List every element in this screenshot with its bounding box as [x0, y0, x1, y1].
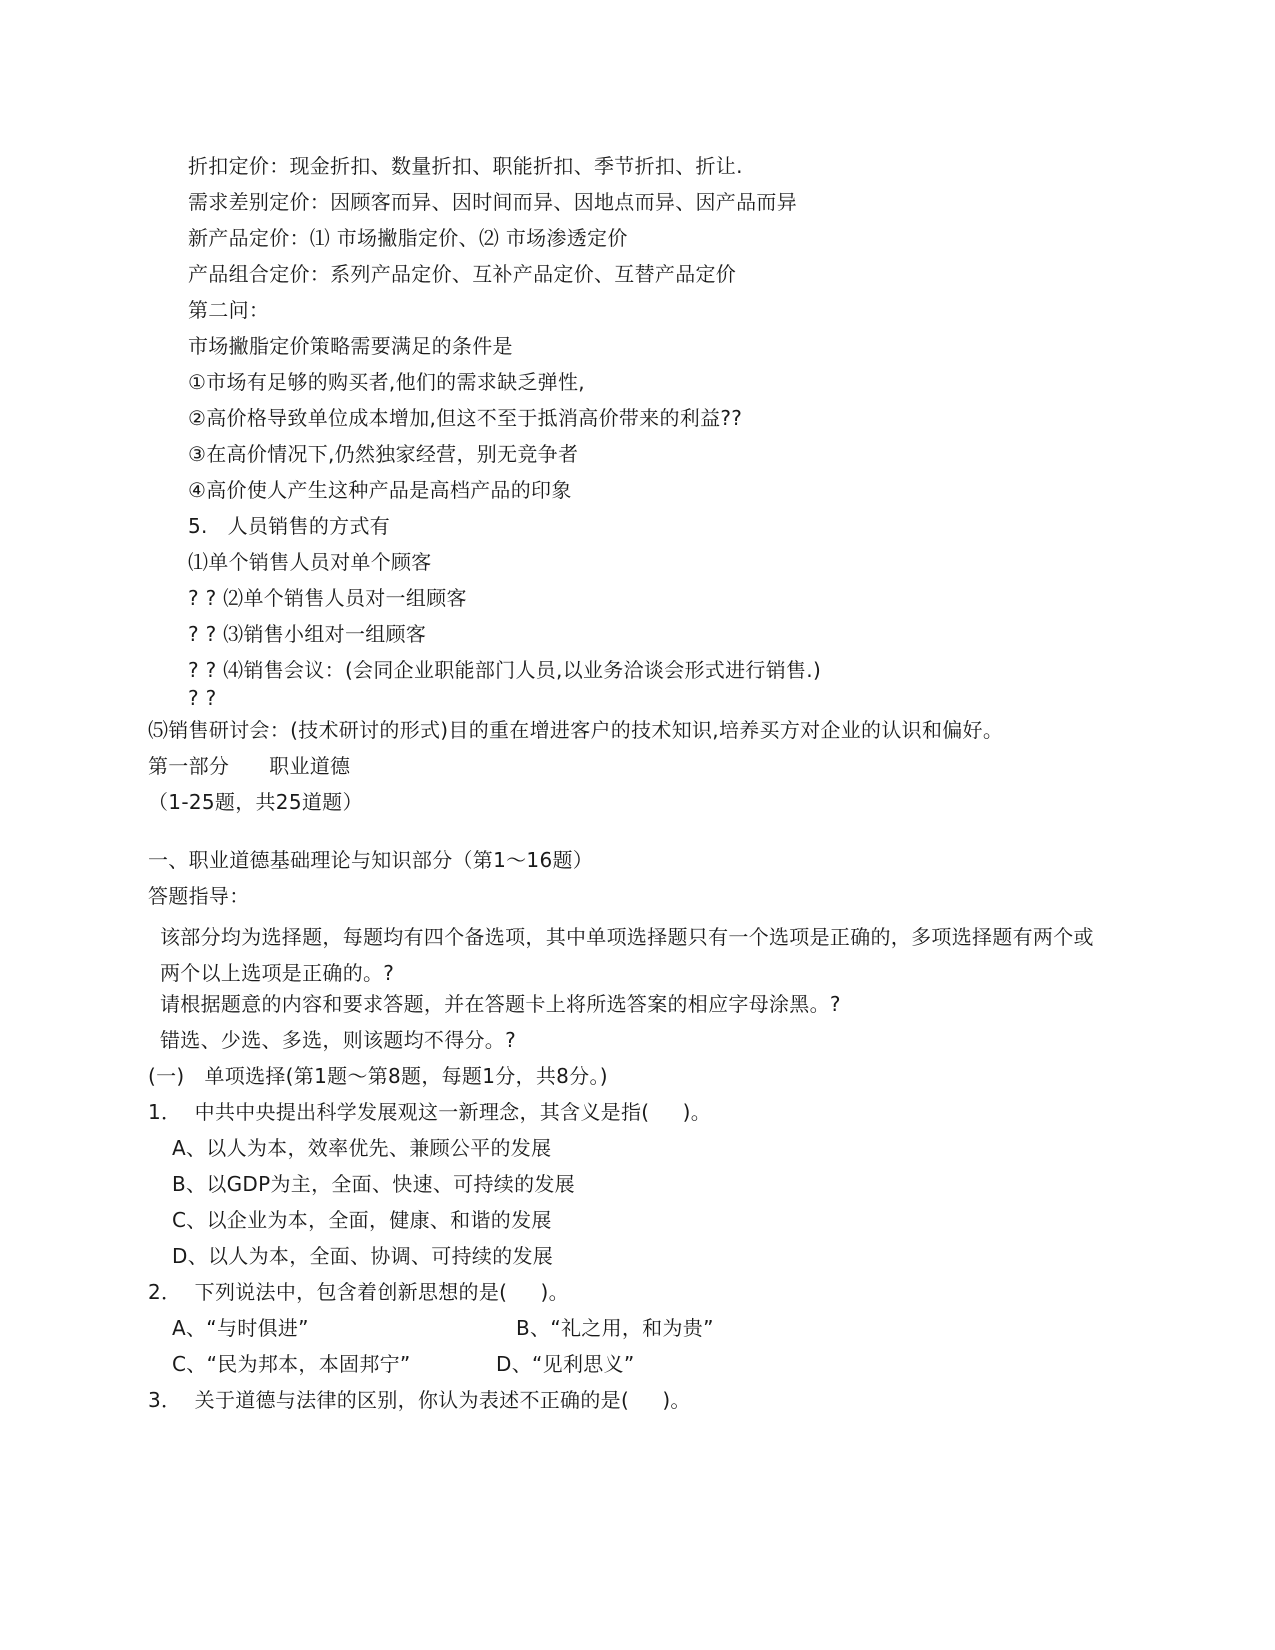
text-line: 新产品定价：⑴ 市场撇脂定价、⑵ 市场渗透定价	[188, 226, 628, 250]
part-title: 第一部分 职业道德	[148, 754, 351, 778]
question-2-option-b: B、“礼之用，和为贵”	[516, 1316, 714, 1340]
text-line: ? ? ⑷销售会议：(会同企业职能部门人员,以业务洽谈会形式进行销售.)	[188, 658, 822, 682]
text-line: 产品组合定价：系列产品定价、互补产品定价、互替产品定价	[188, 262, 737, 286]
text-line: ④高价使人产生这种产品是高档产品的印象	[188, 478, 572, 502]
subsection-heading: (一) 单项选择(第1题～第8题，每题1分，共8分。)	[148, 1064, 608, 1088]
guide-title: 答题指导：	[148, 884, 250, 908]
text-line: ? ? ⑶销售小组对一组顾客	[188, 622, 427, 646]
question-1-option-b: B、以GDP为主，全面、快速、可持续的发展	[172, 1172, 575, 1196]
section-heading: 一、职业道德基础理论与知识部分（第1～16题）	[148, 848, 594, 872]
question-2-option-a: A、“与时俱进”	[172, 1316, 309, 1340]
part-range: （1-25题，共25道题）	[148, 790, 363, 814]
text-line: ? ?	[188, 686, 217, 710]
text-line: 市场撇脂定价策略需要满足的条件是	[188, 334, 513, 358]
text-line: ①市场有足够的购买者,他们的需求缺乏弹性,	[188, 370, 585, 394]
question-1-option-c: C、以企业为本，全面，健康、和谐的发展	[172, 1208, 552, 1232]
question-1: 1． 中共中央提出科学发展观这一新理念，其含义是指( )。	[148, 1100, 712, 1124]
text-line: 折扣定价：现金折扣、数量折扣、职能折扣、季节折扣、折让.	[188, 154, 743, 178]
question-2: 2． 下列说法中，包含着创新思想的是( )。	[148, 1280, 569, 1304]
text-line: ? ? ⑵单个销售人员对一组顾客	[188, 586, 467, 610]
question-1-option-d: D、以人为本，全面、协调、可持续的发展	[172, 1244, 554, 1268]
guide-paragraph: 错选、少选、多选，则该题均不得分。?	[160, 1028, 517, 1052]
text-line: ⑸销售研讨会：(技术研讨的形式)目的重在增进客户的技术知识,培养买方对企业的认识和偏好。	[148, 718, 1004, 742]
text-line: 5. 人员销售的方式有	[188, 514, 391, 538]
guide-paragraph: 请根据题意的内容和要求答题，并在答题卡上将所选答案的相应字母涂黑。?	[160, 992, 841, 1016]
text-line: 第二问：	[188, 298, 270, 322]
question-3: 3． 关于道德与法律的区别，你认为表述不正确的是( )。	[148, 1388, 691, 1412]
question-2-option-c: C、“民为邦本，本固邦宁”	[172, 1352, 411, 1376]
text-line: ②高价格导致单位成本增加,但这不至于抵消高价带来的利益??	[188, 406, 743, 430]
text-line: 需求差别定价：因顾客而异、因时间而异、因地点而异、因产品而异	[188, 190, 797, 214]
text-line: ⑴单个销售人员对单个顾客	[188, 550, 432, 574]
text-line: ③在高价情况下,仍然独家经营，别无竞争者	[188, 442, 579, 466]
guide-paragraph: 该部分均为选择题，每题均有四个备选项，其中单项选择题只有一个选项是正确的，多项选择题有两个或两个以上选项是正确的。?	[160, 925, 1094, 985]
question-2-option-d: D、“见利思义”	[496, 1352, 635, 1376]
question-1-option-a: A、以人为本，效率优先、兼顾公平的发展	[172, 1136, 552, 1160]
